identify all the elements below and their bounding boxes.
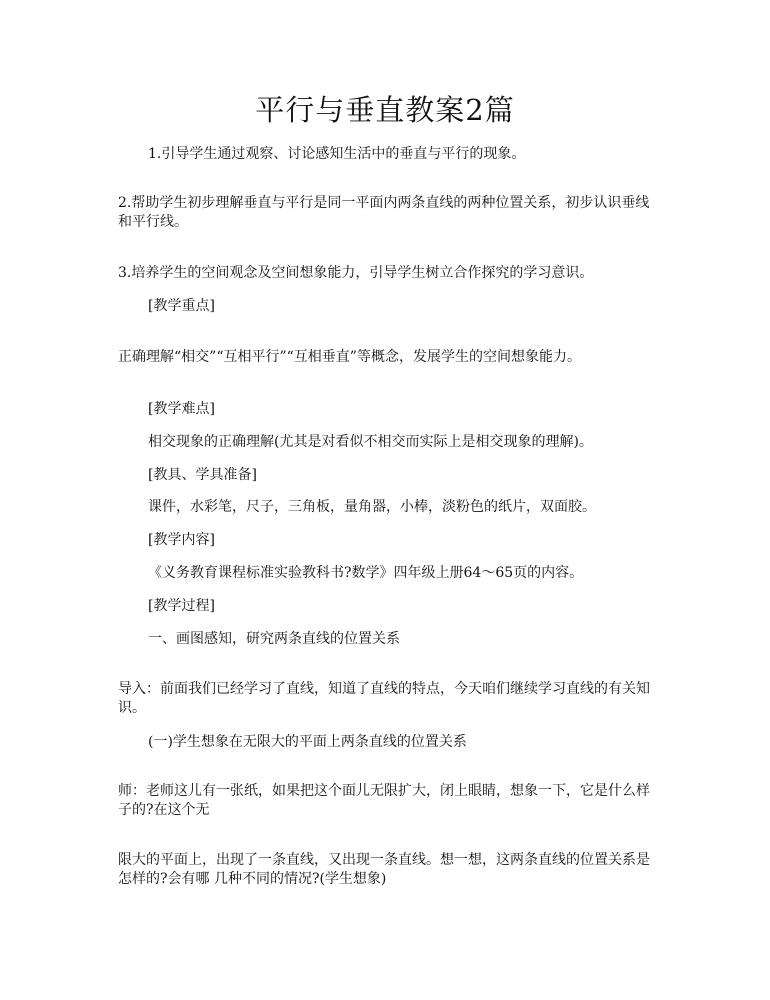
paragraph-difficulties: 相交现象的正确理解(尤其是对看似不相交而实际上是相交现象的理解)。 xyxy=(148,434,593,450)
document-title: 平行与垂直教案2篇 xyxy=(255,93,515,127)
paragraph-objective-2: 2.帮助学生初步理解垂直与平行是同一平面内两条直线的两种位置关系，初步认识垂线和平行线。 xyxy=(118,195,650,230)
paragraph-objective-3: 3.培养学生的空间观念及空间想象能力，引导学生树立合作探究的学习意识。 xyxy=(118,265,594,281)
heading-materials: [教具、学具准备] xyxy=(148,467,257,483)
section-heading-1: 一、画图感知，研究两条直线的位置关系 xyxy=(148,631,400,647)
paragraph-objective-1: 1.引导学生通过观察、讨论感知生活中的垂直与平行的现象。 xyxy=(148,146,526,162)
heading-process: [教学过程] xyxy=(148,598,215,614)
paragraph-teacher-1: 师：老师这儿有一张纸，如果把这个面儿无限扩大，闭上眼睛，想象一下，它是什么样子的?在这个无 xyxy=(118,783,650,818)
subsection-heading-1: (一)学生想象在无限大的平面上两条直线的位置关系 xyxy=(148,734,467,750)
heading-content: [教学内容] xyxy=(148,532,215,548)
paragraph-content: 《义务教育课程标准实验教科书?数学》四年级上册64～65页的内容。 xyxy=(148,565,584,581)
paragraph-teacher-2: 限大的平面上，出现了一条直线，又出现一条直线。想一想，这两条直线的位置关系是怎样的?会有哪 几种不同的情况?(学生想象) xyxy=(118,852,650,887)
paragraph-intro: 导入：前面我们已经学习了直线，知道了直线的特点，今天咱们继续学习直线的有关知识。 xyxy=(118,681,650,716)
heading-difficulties: [教学难点] xyxy=(148,401,215,417)
paragraph-materials: 课件，水彩笔，尺子，三角板，量角器，小棒，淡粉色的纸片，双面胶。 xyxy=(148,499,596,515)
heading-key-points: [教学重点] xyxy=(148,298,215,314)
paragraph-key-points: 正确理解“相交”“互相平行”“互相垂直”等概念，发展学生的空间想象能力。 xyxy=(118,349,581,365)
